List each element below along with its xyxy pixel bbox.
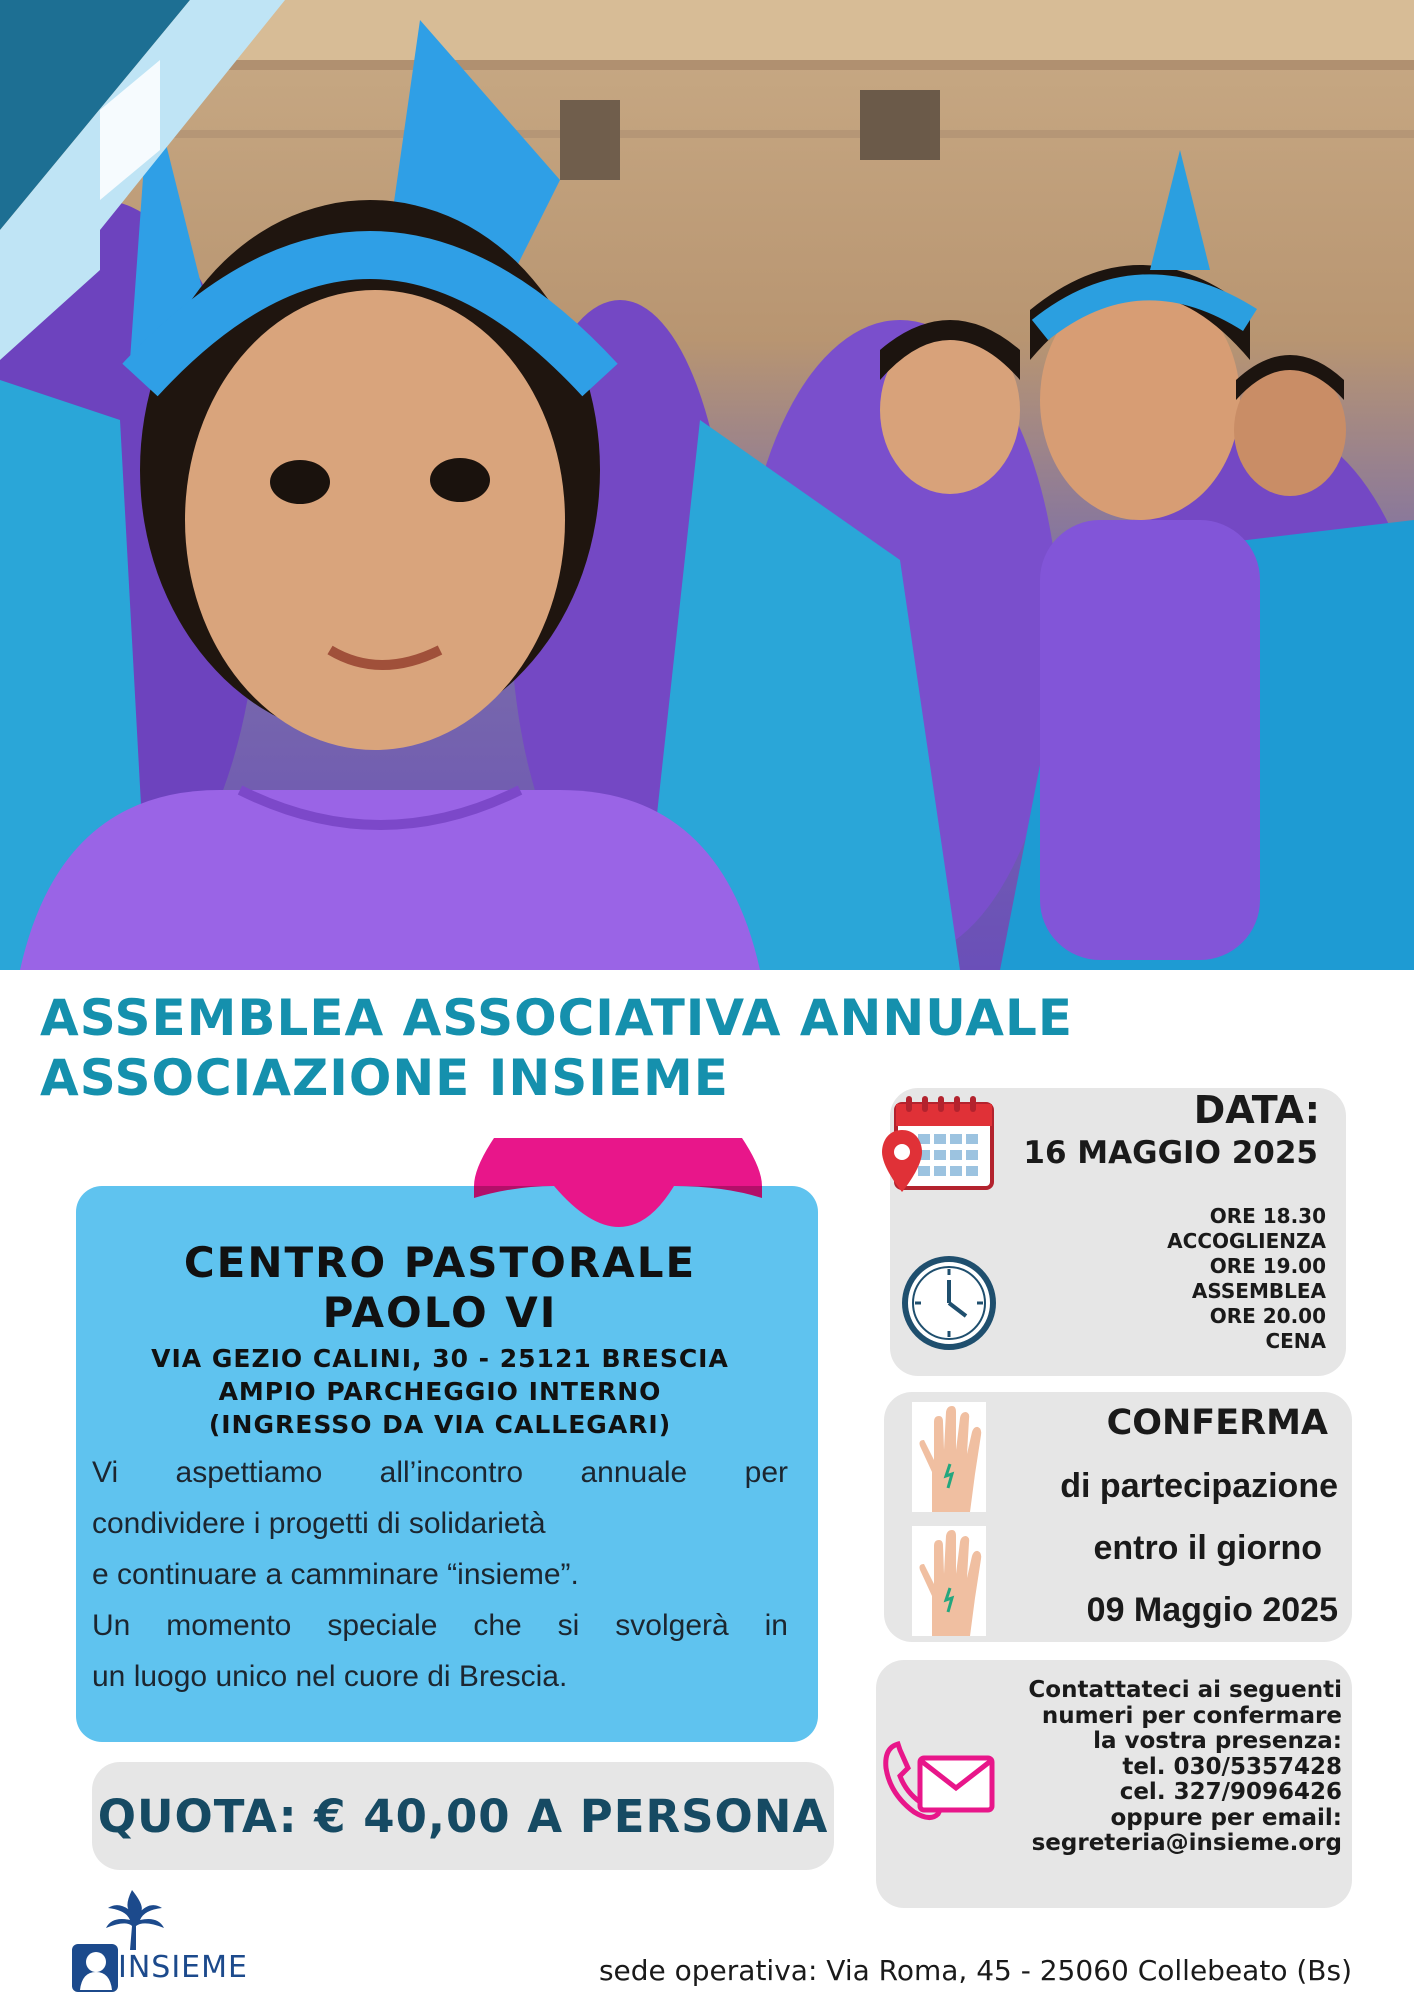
venue-name-line-1: CENTRO PASTORALE <box>183 1238 697 1287</box>
date-value: 16 MAGGIO 2025 <box>1023 1135 1318 1171</box>
confirm-line-1: di partecipazione <box>1060 1467 1338 1505</box>
venue-address-line-2: AMPIO PARCHEGGIO INTERNO <box>218 1377 662 1406</box>
contact-email[interactable]: segreteria@insieme.org <box>1031 1830 1342 1856</box>
contact-line: oppure per email: <box>1110 1804 1342 1831</box>
logo-wordmark: INSIEME <box>118 1950 248 1985</box>
title-line-1: ASSEMBLEA ASSOCIATIVA ANNUALE <box>40 989 1073 1047</box>
confirm-deadline: 09 Maggio 2025 <box>1086 1591 1338 1629</box>
venue-text-line-3: e continuare a camminare “insieme”. <box>92 1558 579 1591</box>
schedule-item: ORE 20.00 <box>1209 1304 1326 1328</box>
venue-card <box>76 1186 818 1742</box>
venue-text-line-4: Un momento speciale che si svolgerà in <box>92 1609 788 1642</box>
hand-icon <box>912 1402 986 1512</box>
venue-address <box>92 1342 788 1441</box>
venue-address-line-1: VIA GEZIO CALINI, 30 - 25121 BRESCIA <box>151 1344 729 1373</box>
ribbon-icon <box>474 1138 762 1248</box>
title-line-2: ASSOCIAZIONE INSIEME <box>40 1049 729 1107</box>
contact-line: la vostra presenza: <box>1093 1728 1342 1754</box>
contact-line: numeri per confermare <box>1041 1702 1342 1729</box>
corner-decoration <box>0 0 300 360</box>
footer-address: sede operativa: Via Roma, 45 - 25060 Collebeato (Bs) <box>598 1954 1352 1987</box>
contact-mobile[interactable]: cel. 327/9096426 <box>1119 1779 1342 1805</box>
contact-line: Contattateci ai seguenti <box>1028 1677 1342 1703</box>
price-quota: QUOTA: € 40,00 A PERSONA <box>92 1762 834 1870</box>
venue-text-line-1: Vi aspettiamo all’incontro annuale per <box>92 1456 788 1489</box>
schedule-item: ORE 18.30 <box>1209 1204 1326 1228</box>
venue-text-line-2: condividere i progetti di solidarietà <box>92 1507 546 1540</box>
venue-address-line-3: (INGRESSO DA VIA CALLEGARI) <box>208 1410 672 1439</box>
schedule-item: ORE 19.00 <box>1209 1254 1326 1278</box>
schedule-item: ACCOGLIENZA <box>1167 1229 1326 1253</box>
phone-mail-icon <box>880 1738 998 1822</box>
venue-description <box>92 1447 788 1702</box>
location-pin-icon <box>880 1128 924 1194</box>
confirm-line-2: entro il giorno <box>1093 1529 1322 1567</box>
contact-info <box>1028 1678 1342 1857</box>
venue-text-line-5: un luogo unico nel cuore di Brescia. <box>92 1660 568 1693</box>
contact-phone[interactable]: tel. 030/5357428 <box>1122 1753 1342 1780</box>
clock-icon <box>900 1254 998 1352</box>
venue-name-line-2: PAOLO VI <box>322 1288 558 1337</box>
hand-icon <box>912 1526 986 1636</box>
schedule-item: ASSEMBLEA <box>1191 1279 1326 1303</box>
venue-name <box>92 1238 788 1338</box>
schedule-item: CENA <box>1265 1329 1326 1353</box>
date-label: DATA: <box>1193 1088 1320 1132</box>
hero-photo <box>0 0 1414 970</box>
confirm-title: CONFERMA <box>1106 1403 1328 1443</box>
schedule-list <box>1167 1204 1326 1354</box>
